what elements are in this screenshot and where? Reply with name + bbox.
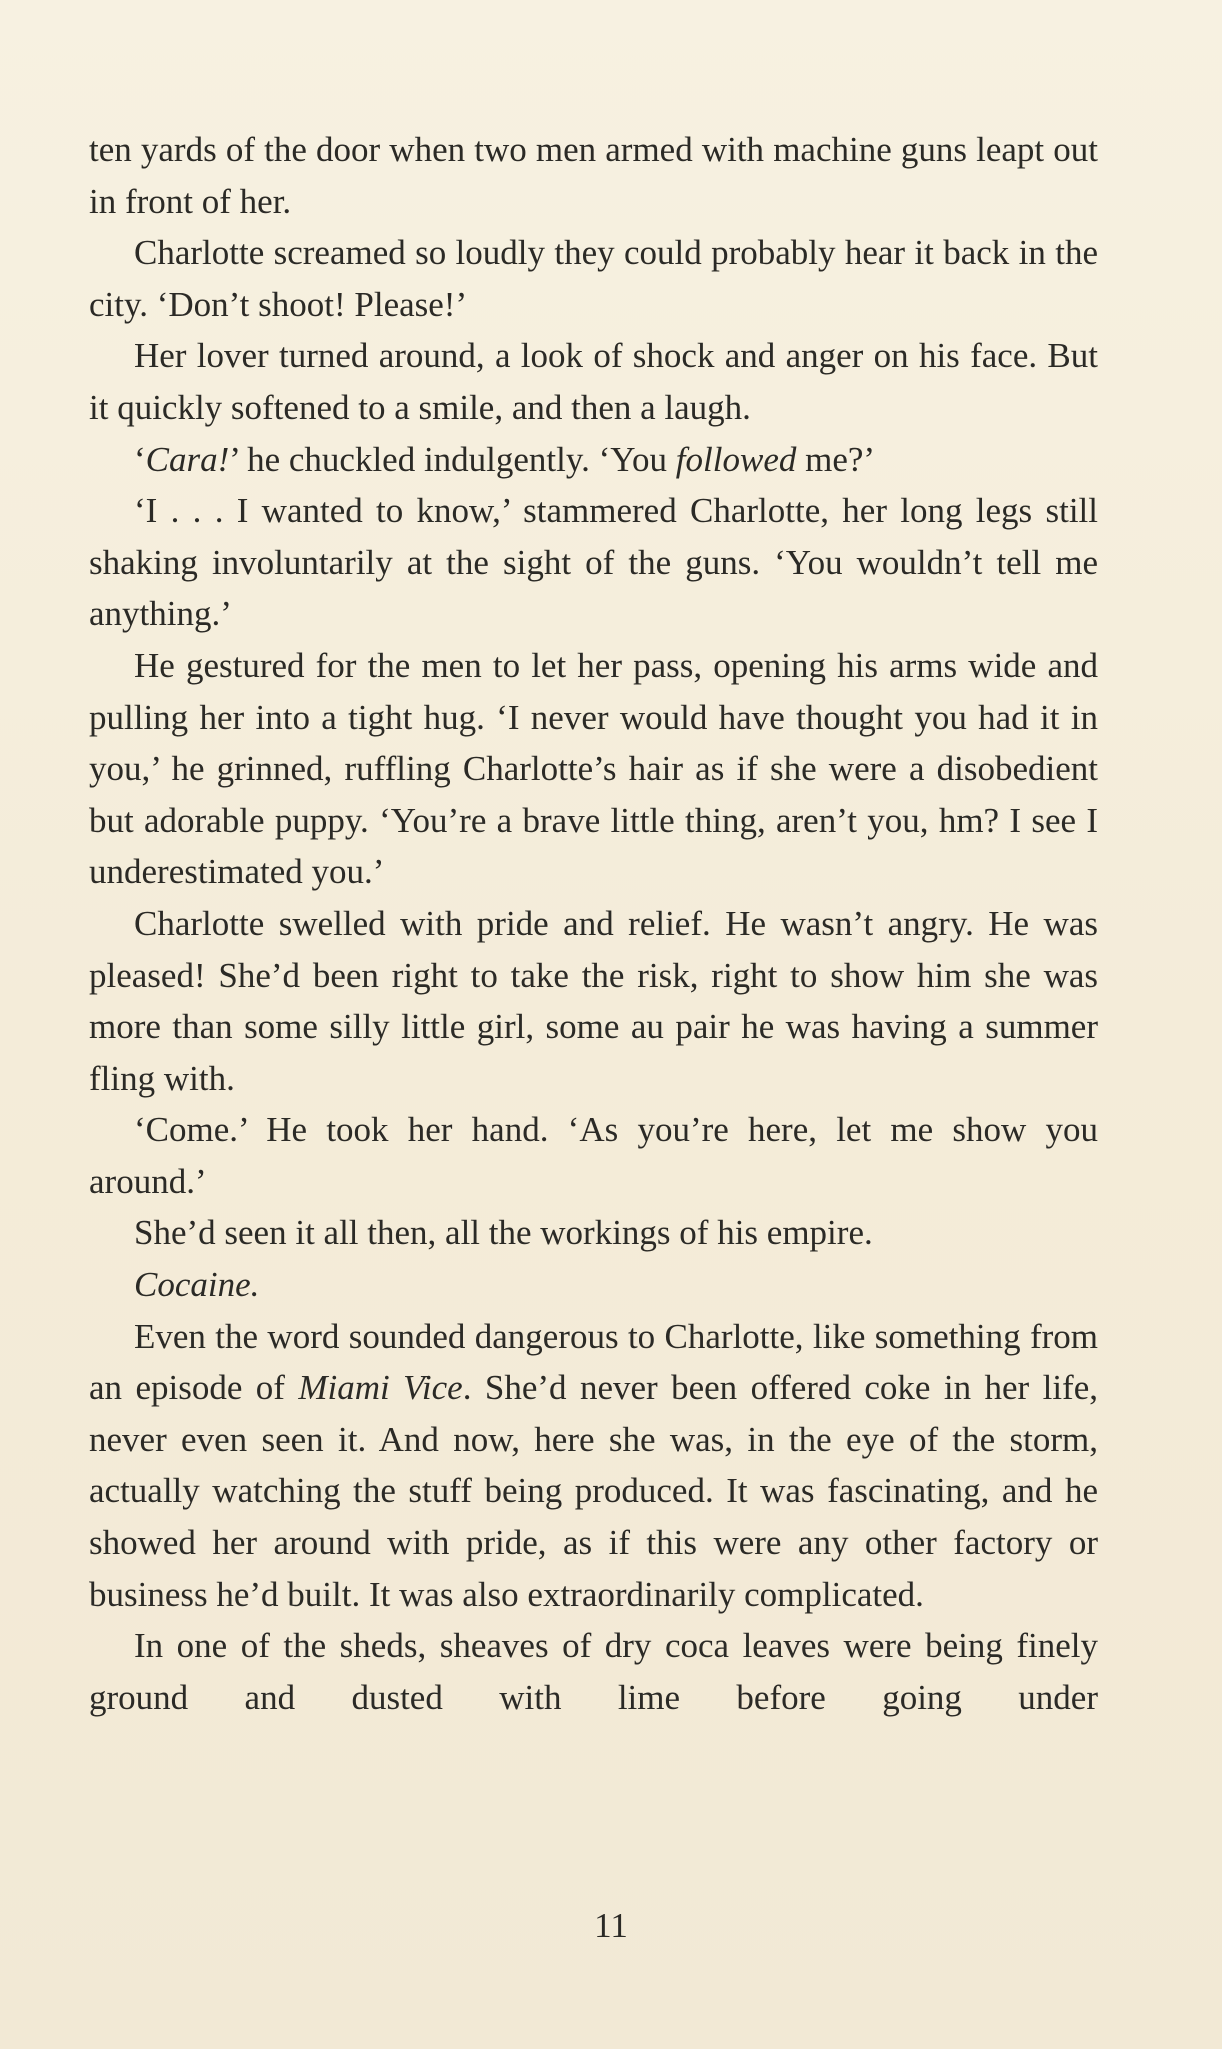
paragraph (89, 1259, 1098, 1311)
page-number: 11 (594, 1906, 628, 1945)
paragraph (89, 485, 1098, 640)
italic-text: Cocaine. (134, 1265, 260, 1305)
text-run: ten yards of the door when two men armed with machine guns leapt out in front of her. (89, 130, 1098, 221)
paragraph (89, 1620, 1098, 1723)
paragraph (89, 227, 1098, 330)
italic-text: Cara! (145, 439, 230, 479)
paragraph (89, 1207, 1098, 1259)
body-text (89, 124, 1098, 1723)
paragraph (89, 898, 1098, 1104)
text-run: ‘Come.’ He took her hand. ‘As you’re here, let me show you around.’ (89, 1110, 1098, 1201)
text-run: . She’d never been offered coke in her life, never even seen it. And now, here she was, in the eye of the storm, actually watching the stuff being produced. It was fascinating, and he showed her around with pride, as if this were any other factory or business he’d built. It was also extraordinarily complicated. (89, 1368, 1098, 1614)
text-run: He gestured for the men to let her pass, opening his arms wide and pulling her into a tight hug. ‘I never would have thought you had it in you,’ he grinned, ruffling Charlotte’s hair as if she were a disobedient but adorable puppy. ‘You’re a brave little thing, aren’t you, hm? I see I underestimated you.’ (89, 645, 1098, 892)
paragraph (89, 640, 1098, 898)
text-run: Charlotte swelled with pride and relief. He wasn’t angry. He was pleased! She’d been right to take the risk, right to show him she was more than some silly little girl, some au pair he was having a summer fling with. (89, 903, 1098, 1098)
paragraph (89, 1311, 1098, 1621)
text-run: ’ he chuckled indulgently. ‘You (229, 439, 676, 479)
italic-text: Miami Vice (298, 1368, 463, 1408)
text-run: Her lover turned around, a look of shock and anger on his face. But it quickly softened to a smile, and then a laugh. (89, 336, 1098, 427)
text-run: Even the word sounded dangerous to Charlotte, like something from an episode of (89, 1316, 1098, 1408)
text-run: ‘ (134, 439, 146, 479)
paragraph (89, 434, 1098, 486)
text-run: Charlotte screamed so loudly they could probably hear it back in the city. ‘Don’t shoot! Please!’ (89, 233, 1098, 324)
paragraph (89, 1104, 1098, 1207)
paragraph (89, 330, 1098, 433)
text-run: ‘I . . . I wanted to know,’ stammered Charlotte, her long legs still shaking involuntarily at the sight of the guns. ‘You wouldn’t tell me anything.’ (89, 491, 1098, 634)
text-run: In one of the sheds, sheaves of dry coca leaves were being finely ground and dusted with lime before going under (89, 1626, 1098, 1717)
text-run: She’d seen it all then, all the workings of his empire. (134, 1213, 873, 1253)
text-run: me?’ (796, 439, 876, 479)
paragraph (89, 124, 1098, 227)
italic-text: followed (675, 439, 797, 479)
